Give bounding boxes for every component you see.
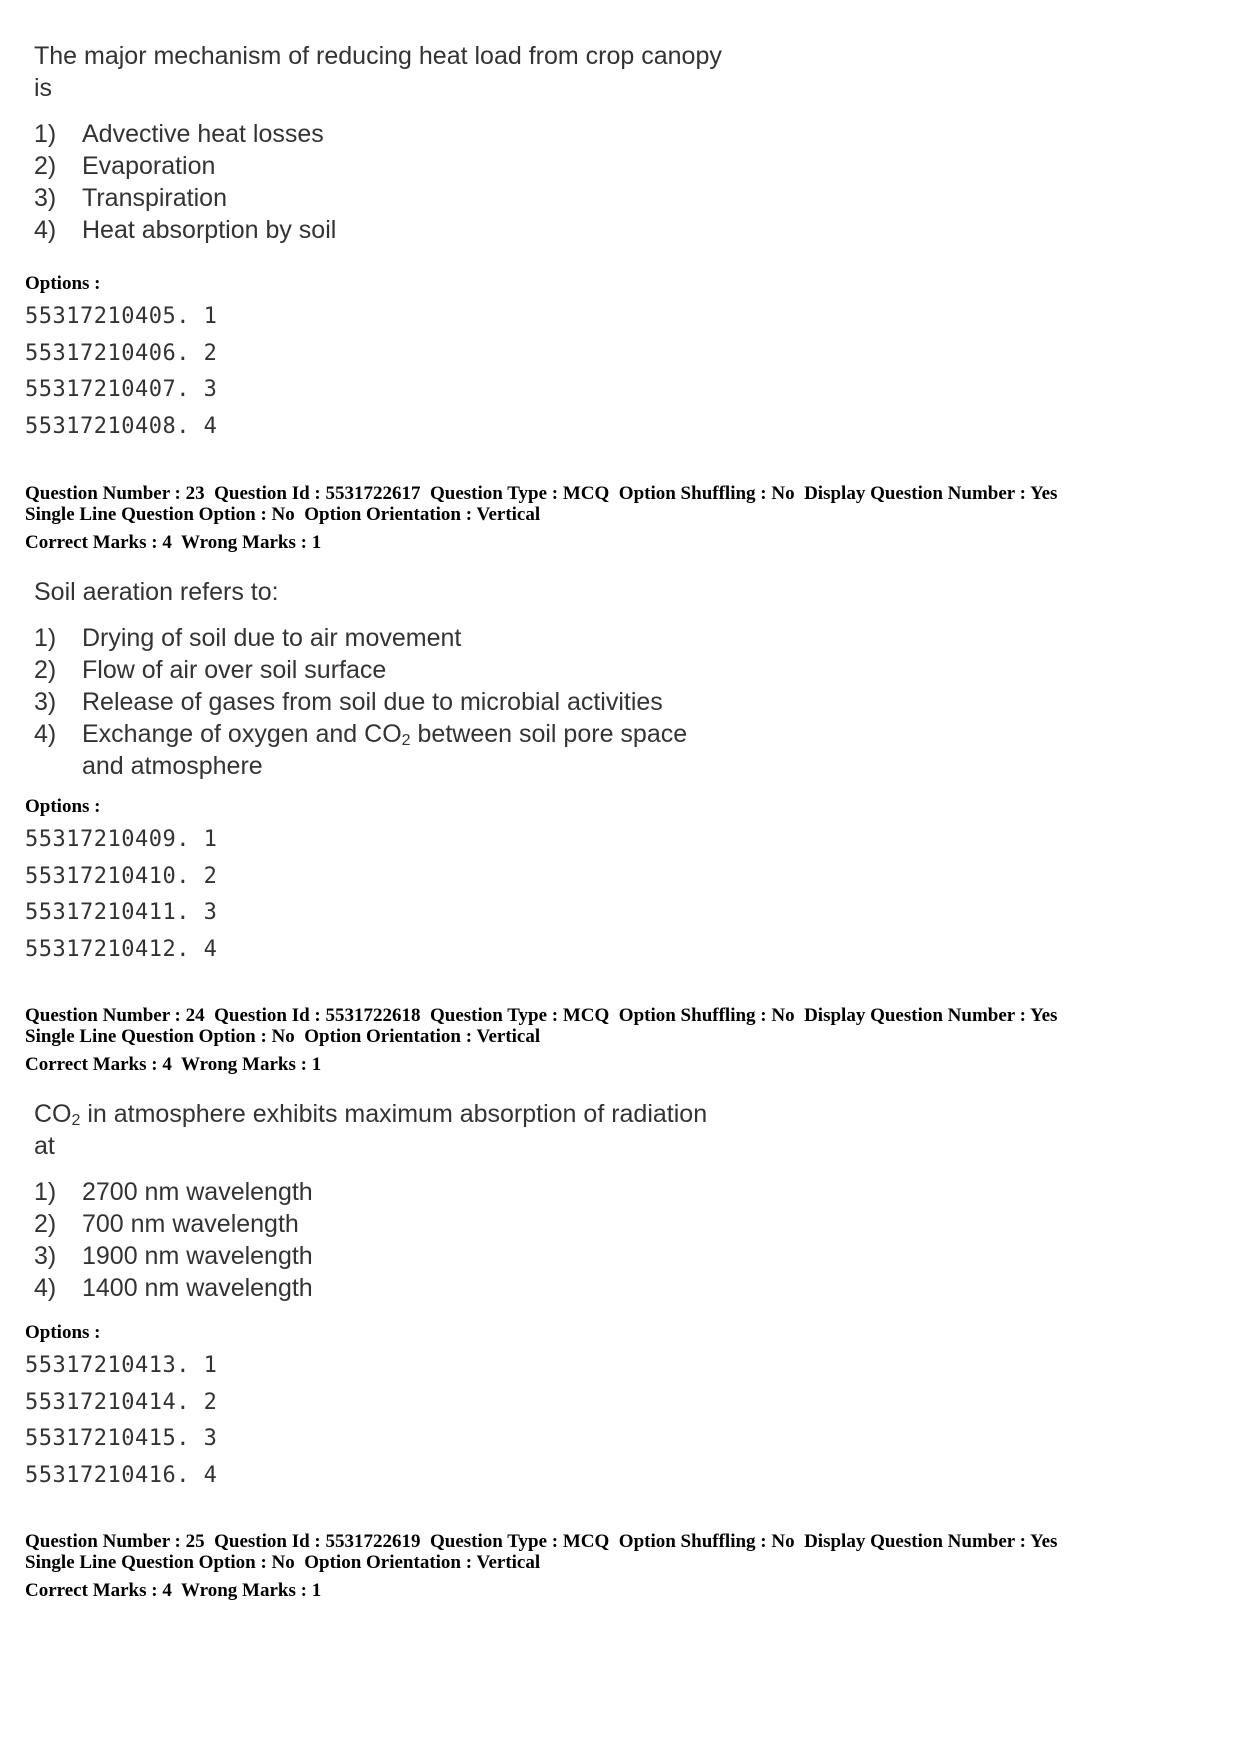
choice-text: 2700 nm wavelength: [82, 1178, 313, 1206]
choice-number: 2): [34, 1210, 57, 1238]
question-24-choice-3: [34, 1240, 734, 1272]
option-id-row: 55317210416. 4: [25, 1462, 218, 1488]
question-24-metadata: [25, 1005, 1215, 1075]
stem-text-part: CO: [34, 1100, 72, 1128]
question-meta-line: Question Number : 23 Question Id : 5531722617 Question Type : MCQ Option Shuffling : No Display Question Number : Yes: [25, 483, 1058, 504]
choice-text: Evaporation: [82, 152, 216, 180]
question-23-choice-2: [34, 654, 734, 686]
option-id-row: 55317210413. 1: [25, 1353, 218, 1378]
question-22-image: [34, 40, 734, 246]
question-22-options: [25, 273, 217, 445]
question-24-options: [25, 1322, 217, 1494]
question-23-choice-3: [34, 686, 734, 718]
subscript: 2: [71, 1112, 81, 1129]
option-id-row: 55317210409. 1: [25, 827, 218, 852]
choice-text: Release of gases from soil due to microbial activities: [82, 688, 663, 716]
question-marks: Correct Marks : 4 Wrong Marks : 1: [25, 1054, 322, 1075]
question-22-choice-2: [34, 150, 734, 182]
choice-text: Flow of air over soil surface: [82, 656, 387, 684]
question-meta-line: Question Number : 24 Question Id : 5531722618 Question Type : MCQ Option Shuffling : No Display Question Number : Yes: [25, 1005, 1058, 1026]
options-label: Options :: [25, 273, 101, 294]
question-24-choice-2: [34, 1208, 734, 1240]
question-24-choice-4: [34, 1272, 734, 1304]
question-22-choice-3: [34, 182, 734, 214]
option-id-row: 55317210406. 2: [25, 340, 218, 366]
option-id-row: 55317210405. 1: [25, 304, 218, 329]
question-marks: Correct Marks : 4 Wrong Marks : 1: [25, 532, 322, 553]
choice-number: 3): [34, 1242, 57, 1270]
option-id-row: 55317210415. 3: [25, 1426, 218, 1451]
question-23-metadata: [25, 483, 1215, 553]
options-label: Options :: [25, 1322, 101, 1343]
choice-number: 1): [34, 120, 57, 148]
subscript: 2: [401, 732, 411, 749]
choice-number: 4): [34, 720, 57, 748]
question-23-image: [34, 576, 734, 782]
question-23-options: [25, 796, 217, 968]
choice-number: 3): [34, 184, 57, 212]
question-meta-line: Single Line Question Option : No Option Orientation : Vertical: [25, 1552, 541, 1573]
question-23-choice-1: [34, 622, 734, 654]
option-id-row: 55317210408. 4: [25, 413, 218, 439]
choice-text-part: between soil pore space and atmosphere: [82, 720, 688, 780]
question-meta-line: Single Line Question Option : No Option Orientation : Vertical: [25, 504, 541, 525]
question-22-stem: The major mechanism of reducing heat load from crop canopy is: [34, 42, 722, 102]
options-label: Options :: [25, 796, 101, 817]
question-22-choice-4: [34, 214, 734, 246]
option-id-row: 55317210407. 3: [25, 377, 218, 402]
choice-number: 1): [34, 1178, 57, 1206]
choice-number: 4): [34, 216, 57, 244]
choice-text-part: Exchange of oxygen and CO: [82, 720, 402, 748]
option-id-row: 55317210414. 2: [25, 1389, 218, 1415]
choice-text: 1400 nm wavelength: [82, 1274, 313, 1302]
question-24-stem: [34, 1098, 734, 1162]
option-id-row: 55317210412. 4: [25, 936, 218, 962]
option-id-row: 55317210410. 2: [25, 863, 218, 889]
stem-text-part: in atmosphere exhibits maximum absorption of radiation at: [34, 1100, 708, 1160]
question-23-choice-4: [34, 718, 734, 782]
choice-text: Advective heat losses: [82, 120, 324, 148]
question-marks: Correct Marks : 4 Wrong Marks : 1: [25, 1580, 322, 1601]
question-25-metadata: [25, 1531, 1215, 1601]
choice-number: 4): [34, 1274, 57, 1302]
choice-number: 2): [34, 152, 57, 180]
question-24-image: [34, 1098, 734, 1304]
choice-number: 3): [34, 688, 57, 716]
choice-text: 1900 nm wavelength: [82, 1242, 313, 1270]
choice-text: Heat absorption by soil: [82, 216, 337, 244]
choice-number: 2): [34, 656, 57, 684]
question-23-stem: Soil aeration refers to:: [34, 578, 279, 606]
choice-text: Transpiration: [82, 184, 227, 212]
question-meta-line: Question Number : 25 Question Id : 5531722619 Question Type : MCQ Option Shuffling : No Display Question Number : Yes: [25, 1531, 1058, 1552]
choice-text: 700 nm wavelength: [82, 1210, 299, 1238]
choice-text: [82, 718, 702, 782]
question-22-choice-1: [34, 118, 734, 150]
choice-text: Drying of soil due to air movement: [82, 624, 462, 652]
question-24-choice-1: [34, 1176, 734, 1208]
question-meta-line: Single Line Question Option : No Option Orientation : Vertical: [25, 1026, 541, 1047]
option-id-row: 55317210411. 3: [25, 900, 218, 925]
choice-number: 1): [34, 624, 57, 652]
